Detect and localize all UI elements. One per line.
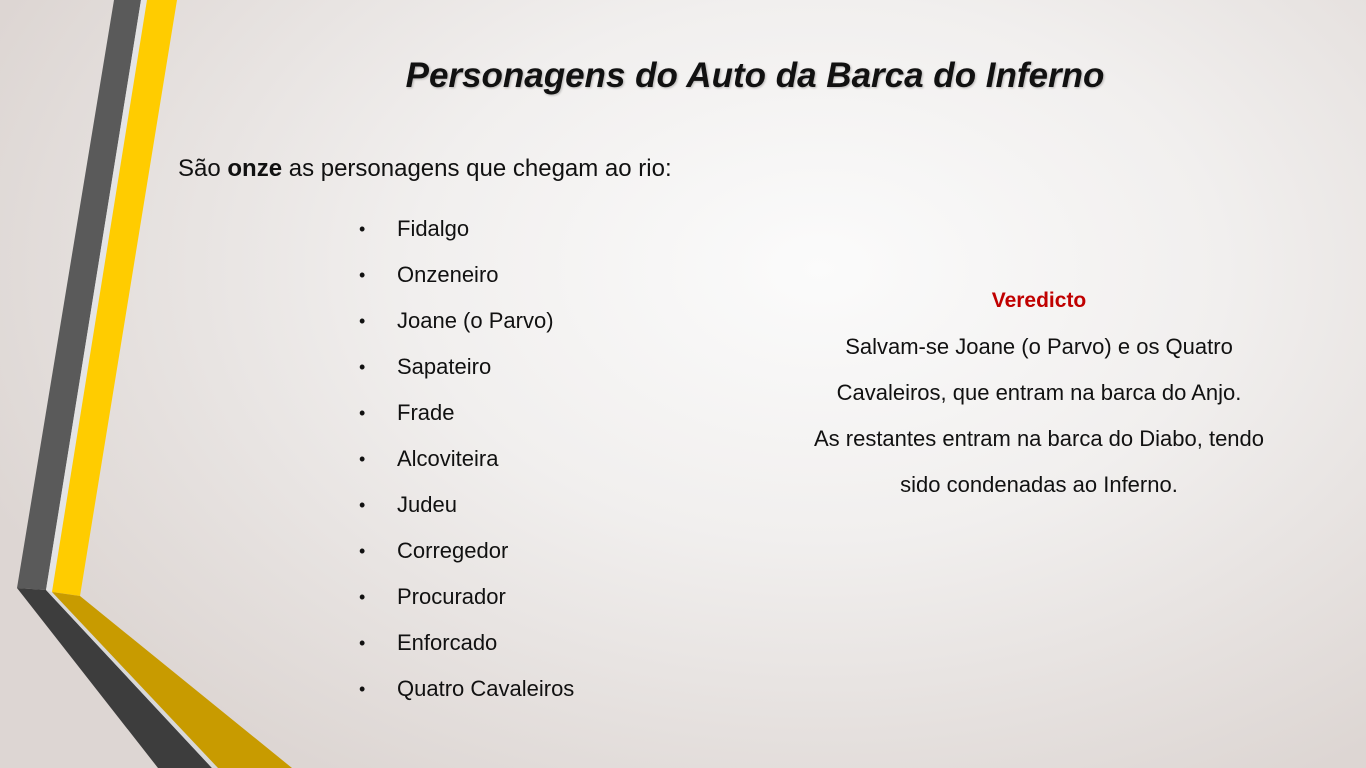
characters-list	[356, 206, 574, 712]
bullet-icon: •	[359, 265, 366, 285]
intro-before: São	[178, 155, 228, 182]
character-name: Fidalgo	[397, 216, 470, 241]
list-item	[356, 298, 574, 344]
bullet-icon: •	[359, 679, 366, 699]
list-item	[356, 344, 574, 390]
list-item	[356, 620, 574, 666]
verdict-title: Veredicto	[991, 289, 1087, 312]
character-name: Joane (o Parvo)	[397, 308, 554, 333]
bullet-icon: •	[359, 219, 366, 239]
character-name: Quatro Cavaleiros	[397, 676, 575, 701]
character-name: Alcoviteira	[397, 446, 499, 471]
verdict-block	[780, 278, 1298, 508]
list-item	[356, 528, 574, 574]
verdict-line: Cavaleiros, que entram na barca do Anjo.	[836, 380, 1242, 405]
bullet-icon: •	[359, 495, 366, 515]
light-separator	[46, 0, 147, 592]
bullet-icon: •	[359, 357, 366, 377]
bullet-icon: •	[359, 449, 366, 469]
verdict-line: As restantes entram na barca do Diabo, tendo	[813, 426, 1265, 451]
character-name: Enforcado	[397, 630, 498, 655]
list-item	[356, 574, 574, 620]
character-name: Onzeneiro	[397, 262, 499, 287]
character-name: Corregedor	[397, 538, 509, 563]
bullet-icon: •	[359, 633, 366, 653]
character-name: Procurador	[397, 584, 506, 609]
list-item	[356, 666, 574, 712]
bullet-icon: •	[359, 403, 366, 423]
intro-text	[178, 155, 672, 183]
slide-title: Personagens do Auto da Barca do Inferno	[405, 56, 1105, 95]
list-item	[356, 206, 574, 252]
bullet-icon: •	[359, 311, 366, 331]
bullet-icon: •	[359, 541, 366, 561]
character-name: Sapateiro	[397, 354, 492, 379]
dark-diagonal-band	[17, 588, 212, 768]
intro-bold-count: onze	[227, 155, 283, 182]
list-item	[356, 482, 574, 528]
verdict-line: Salvam-se Joane (o Parvo) e os Quatro	[845, 334, 1233, 359]
list-item	[356, 390, 574, 436]
light-diagonal-separator	[46, 590, 218, 768]
list-item	[356, 252, 574, 298]
list-item	[356, 436, 574, 482]
intro-after: as personagens que chegam ao rio:	[282, 155, 672, 182]
verdict-line: sido condenadas ao Inferno.	[900, 472, 1178, 497]
bullet-icon: •	[359, 587, 366, 607]
character-name: Judeu	[397, 492, 457, 517]
character-name: Frade	[397, 400, 455, 425]
